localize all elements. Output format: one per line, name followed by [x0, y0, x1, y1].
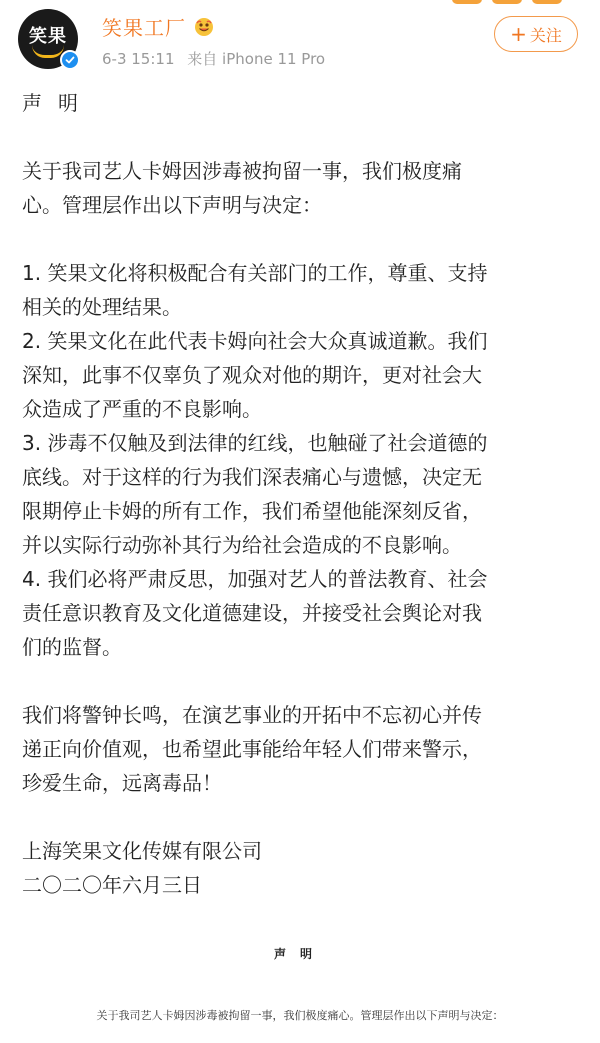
avatar-logo-text: 笑果 — [29, 26, 67, 47]
item1-line-2: 相关的处理结果。 — [22, 295, 182, 319]
item3-line-3: 限期停止卡姆的所有工作，我们希望他能深刻反省， — [22, 499, 482, 523]
company-name: 上海笑果文化传媒有限公司 — [22, 839, 262, 863]
item2-line-3: 众造成了严重的不良影响。 — [22, 397, 262, 421]
avatar-smile-mark — [32, 45, 64, 58]
closing-line-2: 递正向价值观，也希望此事能给年轻人们带来警示， — [22, 737, 482, 761]
item1-line-1: 1. 笑果文化将积极配合有关部门的工作，尊重、支持 — [22, 261, 488, 285]
item2-line-2: 深知，此事不仅辜负了观众对他的期许，更对社会大 — [22, 363, 482, 387]
embedded-image-title[interactable]: 声明 — [273, 947, 326, 961]
post-meta — [102, 48, 333, 69]
follow-button[interactable] — [494, 16, 578, 52]
post-header — [0, 0, 600, 80]
intro-line-1: 关于我司艺人卡姆因涉毒被拘留一事，我们极度痛 — [22, 159, 462, 183]
item4-line-3: 们的监督。 — [22, 635, 122, 659]
post-source[interactable]: 来自 iPhone 11 Pro — [187, 50, 326, 68]
item2-line-1: 2. 笑果文化在此代表卡姆向社会大众真诚道歉。我们 — [22, 329, 488, 353]
closing-line-3: 珍爱生命，远离毒品！ — [22, 771, 222, 795]
item3-line-4: 并以实际行动弥补其行为给社会造成的不良影响。 — [22, 533, 462, 557]
item3-line-2: 底线。对于这样的行为我们深表痛心与遗憾，决定无 — [22, 465, 482, 489]
plus-icon: + — [510, 22, 527, 46]
username-link[interactable]: 笑果工厂 — [102, 16, 186, 40]
fan-badge-icon — [194, 17, 214, 37]
username-row — [102, 12, 214, 41]
statement-heading: 声明 — [22, 91, 94, 115]
item4-line-1: 4. 我们必将严肃反思，加强对艺人的普法教育、社会 — [22, 567, 488, 591]
embedded-image-text[interactable]: 关于我司艺人卡姆因涉毒被拘留一事，我们极度痛心。管理层作出以下声明与决定： — [96, 1009, 504, 1022]
intro-line-2: 心。管理层作出以下声明与决定： — [22, 193, 322, 217]
verified-check-icon — [60, 50, 80, 70]
follow-label: 关注 — [529, 25, 562, 45]
post-content — [22, 86, 582, 902]
item3-line-1: 3. 涉毒不仅触及到法律的红线，也触碰了社会道德的 — [22, 431, 488, 455]
post-timestamp: 6-3 15:11 — [102, 50, 175, 68]
statement-date: 二〇二〇年六月三日 — [22, 873, 202, 897]
closing-line-1: 我们将警钟长鸣，在演艺事业的开拓中不忘初心并传 — [22, 703, 482, 727]
item4-line-2: 责任意识教育及文化道德建设，并接受社会舆论对我 — [22, 601, 482, 625]
